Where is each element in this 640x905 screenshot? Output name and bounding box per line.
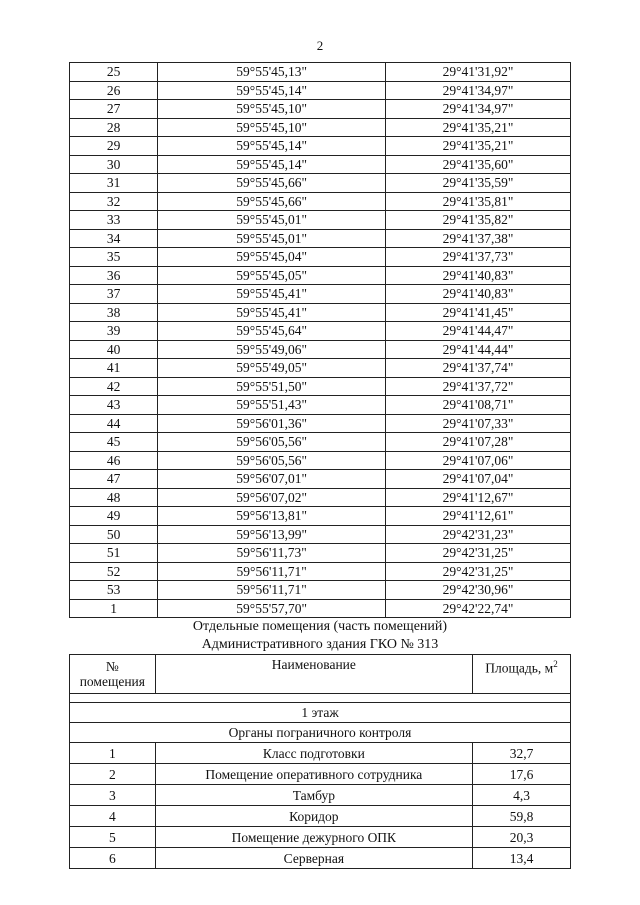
- longitude-cell: 29°41'08,71": [385, 396, 570, 415]
- room-name: Класс подготовки: [155, 743, 472, 764]
- coordinate-row: [70, 433, 571, 452]
- rooms-header-gap-row: [70, 694, 571, 703]
- room-name: Коридор: [155, 806, 472, 827]
- point-number: 49: [70, 507, 158, 526]
- latitude-cell: 59°55'45,01": [158, 211, 386, 230]
- room-area: 59,8: [473, 806, 571, 827]
- room-row: [70, 848, 571, 869]
- rooms-table: [69, 654, 571, 869]
- point-number: 42: [70, 377, 158, 396]
- point-number: 31: [70, 174, 158, 193]
- latitude-cell: 59°55'49,06": [158, 340, 386, 359]
- room-row: [70, 764, 571, 785]
- coordinate-row: [70, 322, 571, 341]
- point-number: 44: [70, 414, 158, 433]
- point-number: 45: [70, 433, 158, 452]
- latitude-cell: 59°55'57,70": [158, 599, 386, 618]
- latitude-cell: 59°55'45,66": [158, 192, 386, 211]
- latitude-cell: 59°55'45,66": [158, 174, 386, 193]
- longitude-cell: 29°41'35,21": [385, 137, 570, 156]
- latitude-cell: 59°55'45,01": [158, 229, 386, 248]
- room-row: [70, 827, 571, 848]
- longitude-cell: 29°41'35,81": [385, 192, 570, 211]
- point-number: 25: [70, 63, 158, 82]
- coordinate-row: [70, 525, 571, 544]
- room-area: 32,7: [473, 743, 571, 764]
- room-number: 6: [70, 848, 156, 869]
- latitude-cell: 59°55'45,14": [158, 155, 386, 174]
- latitude-cell: 59°56'13,99": [158, 525, 386, 544]
- latitude-cell: 59°56'05,56": [158, 451, 386, 470]
- latitude-cell: 59°56'11,71": [158, 562, 386, 581]
- floor-row: [70, 703, 571, 723]
- point-number: 36: [70, 266, 158, 285]
- coordinate-row: [70, 507, 571, 526]
- header-room-area: [473, 655, 571, 694]
- coordinate-row: [70, 581, 571, 600]
- coordinate-row: [70, 248, 571, 267]
- coordinate-row: [70, 470, 571, 489]
- longitude-cell: 29°41'07,04": [385, 470, 570, 489]
- room-name: Помещение оперативного сотрудника: [155, 764, 472, 785]
- point-number: 47: [70, 470, 158, 489]
- longitude-cell: 29°41'35,59": [385, 174, 570, 193]
- longitude-cell: 29°41'37,74": [385, 359, 570, 378]
- rooms-header-row: [70, 655, 571, 694]
- longitude-cell: 29°41'37,73": [385, 248, 570, 267]
- header-area-label: Площадь, м: [485, 660, 554, 676]
- point-number: 48: [70, 488, 158, 507]
- section-row: [70, 723, 571, 743]
- coordinate-row: [70, 266, 571, 285]
- room-row: [70, 806, 571, 827]
- header-room-name: Наименование: [155, 655, 472, 694]
- longitude-cell: 29°41'12,61": [385, 507, 570, 526]
- longitude-cell: 29°41'34,97": [385, 81, 570, 100]
- coordinate-row: [70, 229, 571, 248]
- coordinate-row: [70, 100, 571, 119]
- point-number: 34: [70, 229, 158, 248]
- room-area: 4,3: [473, 785, 571, 806]
- coordinates-table-body: [70, 63, 571, 618]
- room-number: 1: [70, 743, 156, 764]
- latitude-cell: 59°55'45,10": [158, 118, 386, 137]
- point-number: 1: [70, 599, 158, 618]
- coordinate-row: [70, 118, 571, 137]
- latitude-cell: 59°56'07,02": [158, 488, 386, 507]
- latitude-cell: 59°55'45,41": [158, 303, 386, 322]
- point-number: 38: [70, 303, 158, 322]
- room-name: Серверная: [155, 848, 472, 869]
- coordinate-row: [70, 155, 571, 174]
- coordinates-table: [69, 62, 571, 618]
- rooms-caption-line2: Административного здания ГКО № 313: [201, 637, 439, 652]
- longitude-cell: 29°42'30,96": [385, 581, 570, 600]
- coordinate-row: [70, 414, 571, 433]
- point-number: 29: [70, 137, 158, 156]
- coordinate-row: [70, 562, 571, 581]
- longitude-cell: 29°41'40,83": [385, 285, 570, 304]
- coordinate-row: [70, 81, 571, 100]
- room-number: 4: [70, 806, 156, 827]
- coordinate-row: [70, 340, 571, 359]
- latitude-cell: 59°56'11,73": [158, 544, 386, 563]
- room-number: 3: [70, 785, 156, 806]
- point-number: 46: [70, 451, 158, 470]
- longitude-cell: 29°42'31,25": [385, 562, 570, 581]
- room-area: 13,4: [473, 848, 571, 869]
- room-number: 2: [70, 764, 156, 785]
- rooms-table-body: [70, 655, 571, 869]
- longitude-cell: 29°41'31,92": [385, 63, 570, 82]
- longitude-cell: 29°41'37,38": [385, 229, 570, 248]
- longitude-cell: 29°41'41,45": [385, 303, 570, 322]
- longitude-cell: 29°41'37,72": [385, 377, 570, 396]
- point-number: 27: [70, 100, 158, 119]
- latitude-cell: 59°55'45,64": [158, 322, 386, 341]
- point-number: 52: [70, 562, 158, 581]
- point-number: 32: [70, 192, 158, 211]
- latitude-cell: 59°55'45,14": [158, 81, 386, 100]
- point-number: 39: [70, 322, 158, 341]
- latitude-cell: 59°56'05,56": [158, 433, 386, 452]
- longitude-cell: 29°42'22,74": [385, 599, 570, 618]
- coordinate-row: [70, 192, 571, 211]
- longitude-cell: 29°41'07,06": [385, 451, 570, 470]
- latitude-cell: 59°56'13,81": [158, 507, 386, 526]
- longitude-cell: 29°41'07,28": [385, 433, 570, 452]
- room-row: [70, 785, 571, 806]
- room-row: [70, 743, 571, 764]
- coordinate-row: [70, 137, 571, 156]
- point-number: 26: [70, 81, 158, 100]
- room-number: 5: [70, 827, 156, 848]
- header-room-number-line1: №: [105, 659, 119, 674]
- latitude-cell: 59°55'49,05": [158, 359, 386, 378]
- point-number: 41: [70, 359, 158, 378]
- longitude-cell: 29°41'07,33": [385, 414, 570, 433]
- longitude-cell: 29°41'44,44": [385, 340, 570, 359]
- longitude-cell: 29°41'12,67": [385, 488, 570, 507]
- room-name: Тамбур: [155, 785, 472, 806]
- longitude-cell: 29°41'34,97": [385, 100, 570, 119]
- longitude-cell: 29°42'31,25": [385, 544, 570, 563]
- point-number: 28: [70, 118, 158, 137]
- header-room-number: [70, 655, 156, 694]
- point-number: 35: [70, 248, 158, 267]
- latitude-cell: 59°55'45,10": [158, 100, 386, 119]
- latitude-cell: 59°55'45,13": [158, 63, 386, 82]
- latitude-cell: 59°55'45,04": [158, 248, 386, 267]
- point-number: 43: [70, 396, 158, 415]
- header-area-unit-power: 2: [553, 659, 558, 669]
- point-number: 40: [70, 340, 158, 359]
- coordinate-row: [70, 451, 571, 470]
- coordinate-row: [70, 377, 571, 396]
- coordinate-row: [70, 488, 571, 507]
- page-number: 2: [316, 38, 324, 53]
- latitude-cell: 59°55'45,05": [158, 266, 386, 285]
- coordinate-row: [70, 285, 571, 304]
- floor-label: 1 этаж: [70, 703, 571, 723]
- point-number: 50: [70, 525, 158, 544]
- point-number: 37: [70, 285, 158, 304]
- coordinate-row: [70, 544, 571, 563]
- coordinate-row: [70, 599, 571, 618]
- latitude-cell: 59°55'45,14": [158, 137, 386, 156]
- latitude-cell: 59°55'51,43": [158, 396, 386, 415]
- point-number: 30: [70, 155, 158, 174]
- room-name: Помещение дежурного ОПК: [155, 827, 472, 848]
- longitude-cell: 29°41'35,60": [385, 155, 570, 174]
- coordinate-row: [70, 211, 571, 230]
- point-number: 53: [70, 581, 158, 600]
- latitude-cell: 59°56'11,71": [158, 581, 386, 600]
- latitude-cell: 59°56'07,01": [158, 470, 386, 489]
- coordinate-row: [70, 396, 571, 415]
- header-room-number-line2: помещения: [79, 674, 145, 689]
- section-label: Органы пограничного контроля: [70, 723, 571, 743]
- coordinate-row: [70, 63, 571, 82]
- coordinate-row: [70, 303, 571, 322]
- latitude-cell: 59°55'51,50": [158, 377, 386, 396]
- coordinate-row: [70, 359, 571, 378]
- point-number: 33: [70, 211, 158, 230]
- rooms-caption-line1: Отдельные помещения (часть помещений): [192, 619, 448, 634]
- longitude-cell: 29°41'44,47": [385, 322, 570, 341]
- longitude-cell: 29°42'31,23": [385, 525, 570, 544]
- gap-cell: [70, 694, 571, 703]
- point-number: 51: [70, 544, 158, 563]
- longitude-cell: 29°41'35,21": [385, 118, 570, 137]
- latitude-cell: 59°55'45,41": [158, 285, 386, 304]
- coordinate-row: [70, 174, 571, 193]
- room-area: 20,3: [473, 827, 571, 848]
- latitude-cell: 59°56'01,36": [158, 414, 386, 433]
- longitude-cell: 29°41'40,83": [385, 266, 570, 285]
- room-area: 17,6: [473, 764, 571, 785]
- longitude-cell: 29°41'35,82": [385, 211, 570, 230]
